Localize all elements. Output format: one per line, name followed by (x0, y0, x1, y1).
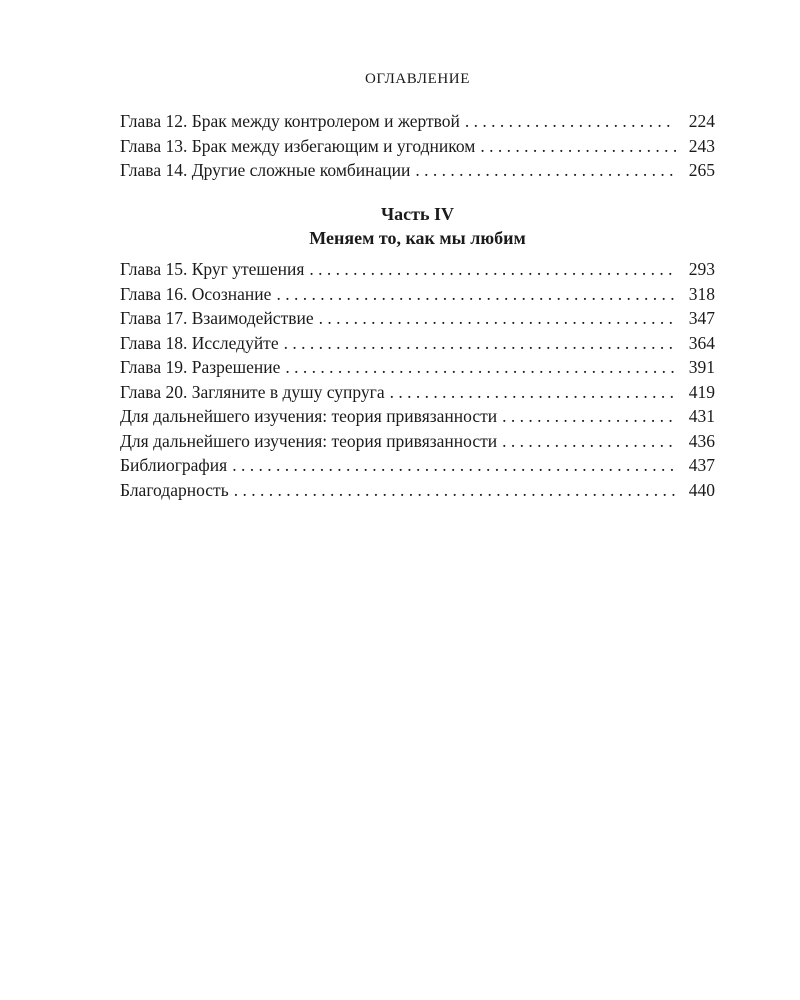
dot-leader (465, 109, 676, 134)
toc-entry-page: 318 (688, 283, 715, 304)
toc-entry (120, 453, 715, 478)
toc-entry-title: Для дальнейшего изучения: теория привязанности (120, 430, 498, 451)
toc-entry-title: Глава 18. Исследуйте (120, 332, 279, 353)
toc-entry-page: 431 (688, 406, 715, 426)
dot-leader (480, 134, 676, 159)
dot-leader (319, 306, 676, 331)
toc-entry-title: Благодарность (120, 479, 229, 500)
dot-leader (232, 453, 676, 478)
toc-entry-page: 364 (688, 332, 715, 353)
toc-entry-title: Библиография (120, 455, 228, 475)
part-number: Часть IV (380, 204, 455, 224)
toc-list-part-4 (120, 257, 715, 502)
toc-entry (120, 478, 715, 503)
toc-entry-title: Глава 17. Взаимодействие (120, 308, 314, 328)
toc-entry (120, 429, 715, 454)
toc-entry-page: 243 (688, 135, 715, 156)
toc-entry (120, 109, 715, 134)
toc-entry-title: Глава 15. Круг утешения (120, 259, 305, 279)
toc-entry-title: Для дальнейшего изучения: теория привязанности (120, 406, 498, 426)
toc-entry-title: Глава 19. Разрешение (120, 357, 281, 377)
toc-entry (120, 134, 715, 159)
toc-entry-title: Глава 14. Другие сложные комбинации (120, 160, 411, 180)
toc-entry-page: 436 (688, 430, 715, 451)
dot-leader (502, 429, 676, 454)
dot-leader (284, 331, 676, 356)
dot-leader (309, 257, 676, 282)
toc-entry-page: 391 (688, 357, 715, 377)
toc-entry (120, 306, 715, 331)
dot-leader (276, 282, 676, 307)
dot-leader (390, 380, 676, 405)
dot-leader (285, 355, 676, 380)
toc-list-part-3 (120, 109, 715, 183)
toc-entry-title: Глава 20. Загляните в душу супруга (120, 381, 385, 402)
toc-entry-title: Глава 13. Брак между избегающим и угодником (120, 135, 476, 156)
toc-entry (120, 331, 715, 356)
toc-entry (120, 355, 715, 380)
toc-entry-page: 293 (688, 259, 715, 279)
toc-entry (120, 404, 715, 429)
toc-entry (120, 380, 715, 405)
toc-entry-page: 265 (688, 160, 715, 180)
toc-entry-page: 419 (688, 381, 715, 402)
toc-entry-page: 224 (688, 111, 715, 131)
part-heading (120, 202, 715, 250)
toc-entry (120, 158, 715, 183)
dot-leader (234, 478, 676, 503)
toc-entry-page: 347 (688, 308, 715, 328)
toc-entry (120, 257, 715, 282)
toc-entry-title: Глава 12. Брак между контролером и жертвой (120, 111, 460, 131)
dot-leader (415, 158, 676, 183)
running-head: ОГЛАВЛЕНИЕ (365, 71, 470, 87)
toc-entry (120, 282, 715, 307)
part-title: Меняем то, как мы любим (309, 228, 526, 248)
dot-leader (502, 404, 676, 429)
toc-entry-title: Глава 16. Осознание (120, 283, 272, 304)
toc-entry-page: 440 (688, 479, 715, 500)
toc-entry-page: 437 (688, 455, 715, 475)
